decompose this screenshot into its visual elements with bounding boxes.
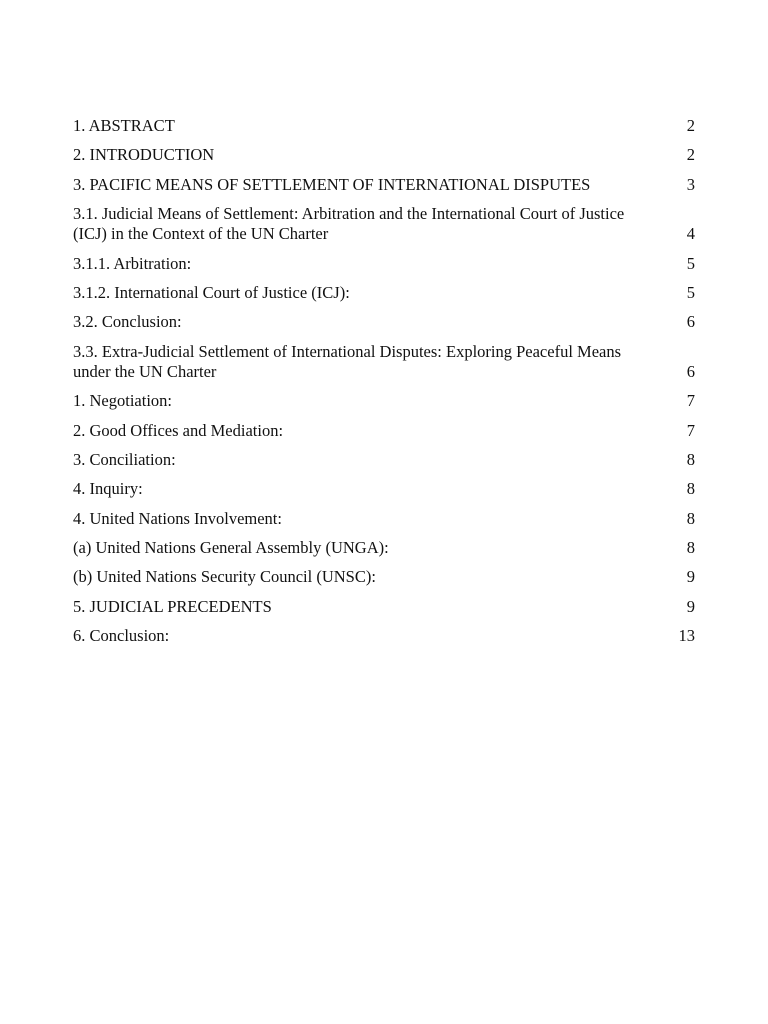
toc-entry-title: 3.1.2. International Court of Justice (ICJ):	[73, 282, 350, 302]
toc-entry-page: 6	[686, 312, 695, 332]
toc-entry[interactable]	[73, 567, 695, 587]
toc-entry-page: 6	[686, 361, 695, 381]
toc-entry-page: 8	[686, 538, 695, 558]
toc-entry-page: 5	[686, 253, 695, 273]
toc-entry-title: 1. Negotiation:	[73, 391, 172, 411]
toc-entry[interactable]	[73, 254, 695, 274]
toc-entry[interactable]	[73, 342, 695, 382]
toc-entry-title: 4. United Nations Involvement:	[73, 508, 282, 528]
toc-entry-title: 5. JUDICIAL PRECEDENTS	[73, 596, 272, 616]
toc-entry-page: 3	[686, 174, 695, 194]
toc-entry-title: 3. PACIFIC MEANS OF SETTLEMENT OF INTERNATIONAL DISPUTES	[73, 174, 591, 194]
toc-entry-page: 8	[686, 508, 695, 528]
toc-entry[interactable]	[73, 450, 695, 470]
toc-entry[interactable]	[73, 421, 695, 441]
toc-entry-page: 13	[678, 626, 695, 646]
toc-entry-title: 4. Inquiry:	[73, 479, 143, 499]
toc-entry-page: 9	[686, 596, 695, 616]
toc-entry-page: 9	[686, 567, 695, 587]
toc-entry[interactable]	[73, 597, 695, 617]
toc-entry[interactable]	[73, 538, 695, 558]
toc-entry-title: (b) United Nations Security Council (UNSC):	[73, 567, 376, 587]
toc-entry-title: 2. INTRODUCTION	[73, 145, 215, 165]
toc-entry-page: 8	[686, 479, 695, 499]
toc-entry-page: 5	[686, 282, 695, 302]
toc-entry[interactable]	[73, 509, 695, 529]
toc-entry[interactable]	[73, 391, 695, 411]
toc-entry[interactable]	[73, 204, 695, 244]
toc-entry-page: 2	[686, 145, 695, 165]
toc-entry-title: 3.2. Conclusion:	[73, 312, 182, 332]
table-of-contents	[73, 116, 695, 656]
toc-entry[interactable]	[73, 479, 695, 499]
toc-entry-page: 8	[686, 449, 695, 469]
toc-entry-title: 1. ABSTRACT	[73, 116, 175, 135]
toc-entry-title: (a) United Nations General Assembly (UNGA):	[73, 538, 389, 558]
toc-entry[interactable]	[73, 145, 695, 165]
toc-entry[interactable]	[73, 175, 695, 195]
toc-entry[interactable]	[73, 116, 695, 136]
toc-entry-title: 3.3. Extra-Judicial Settlement of International Disputes: Exploring Peaceful Means under the UN Charter	[73, 341, 622, 381]
toc-entry-page: 7	[686, 420, 695, 440]
toc-entry[interactable]	[73, 283, 695, 303]
toc-entry-title: 3.1.1. Arbitration:	[73, 253, 192, 273]
toc-entry-title: 2. Good Offices and Mediation:	[73, 420, 284, 440]
toc-entry-page: 2	[686, 116, 695, 135]
toc-entry-page: 4	[686, 224, 695, 244]
toc-entry-page: 7	[686, 391, 695, 411]
toc-entry-title: 6. Conclusion:	[73, 626, 170, 646]
toc-entry[interactable]	[73, 626, 695, 646]
toc-entry-title: 3. Conciliation:	[73, 449, 176, 469]
toc-entry[interactable]	[73, 312, 695, 332]
toc-entry-title: 3.1. Judicial Means of Settlement: Arbitration and the International Court of Justice (ICJ) in the Context of the UN Charter	[73, 204, 625, 244]
